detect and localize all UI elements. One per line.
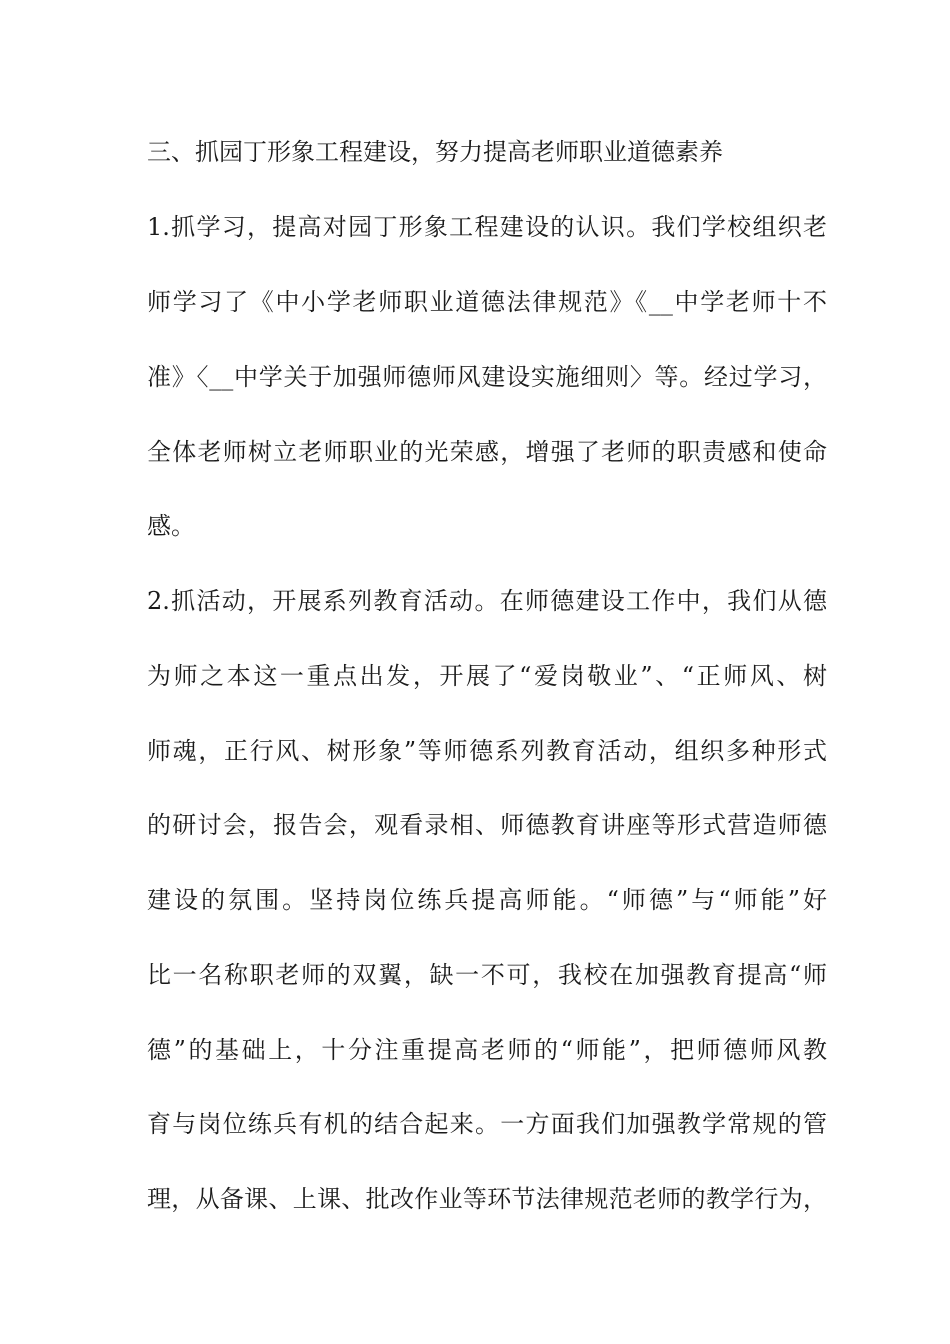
paragraph-line: 师魂，正行风、树形象”等师德系列教育活动，组织多种形式 (147, 737, 827, 765)
paragraph-line: 比一名称职老师的双翼，缺一不可，我校在加强教育提高“师 (147, 961, 827, 989)
paragraph-line: 1.抓学习，提高对园丁形象工程建设的认识。我们学校组织老 (147, 213, 827, 241)
paragraph-line: 为师之本这一重点出发，开展了“爱岗敬业”、“正师风、树 (147, 662, 827, 690)
paragraph-line: 的研讨会，报告会，观看录相、师德教育讲座等形式营造师德 (147, 811, 827, 839)
section-heading: 三、抓园丁形象工程建设，努力提高老师职业道德素养 (147, 138, 723, 166)
paragraph-line: 育与岗位练兵有机的结合起来。一方面我们加强教学常规的管 (147, 1110, 827, 1138)
paragraph-line: 感。 (147, 512, 195, 540)
paragraph-line: 2.抓活动，开展系列教育活动。在师德建设工作中，我们从德 (147, 587, 827, 615)
paragraph-line: 建设的氛围。坚持岗位练兵提高师能。“师德”与“师能”好 (147, 886, 827, 914)
paragraph-line: 准》〈__中学关于加强师德师风建设实施细则〉等。经过学习， (147, 363, 827, 391)
paragraph-line: 德”的基础上，十分注重提高老师的“师能”，把师德师风教 (147, 1036, 827, 1064)
paragraph-line: 师学习了《中小学老师职业道德法律规范》《__中学老师十不 (147, 288, 827, 316)
paragraph-line: 理，从备课、上课、批改作业等环节法律规范老师的教学行为， (147, 1185, 827, 1213)
paragraph-line: 全体老师树立老师职业的光荣感，增强了老师的职责感和使命 (147, 438, 827, 466)
